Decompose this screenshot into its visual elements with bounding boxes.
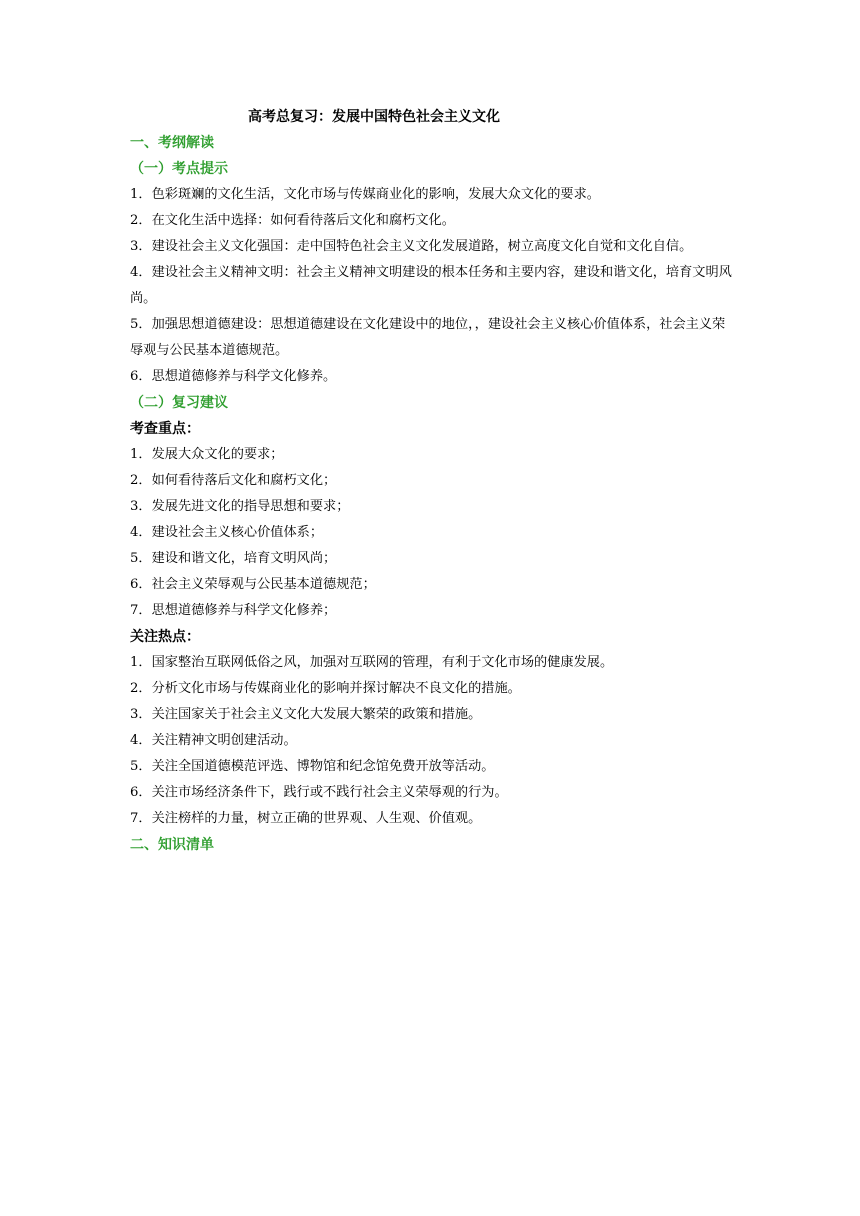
list-item: 2．如何看待落后文化和腐朽文化；: [130, 473, 337, 488]
list-item: 1．发展大众文化的要求；: [130, 447, 284, 462]
list-item: 5．关注全国道德模范评选、博物馆和纪念馆免费开放等活动。: [130, 759, 495, 774]
hot-topics-heading: 关注热点：: [130, 629, 200, 645]
list-item: 6．关注市场经济条件下，践行或不践行社会主义荣辱观的行为。: [130, 785, 508, 800]
subsection-heading-key-points: （一）考点提示: [130, 161, 228, 177]
list-item: 1．国家整治互联网低俗之风，加强对互联网的管理，有利于文化市场的健康发展。: [130, 655, 614, 670]
list-item: 1．色彩斑斓的文化生活，文化市场与传媒商业化的影响，发展大众文化的要求。: [130, 187, 600, 202]
list-item: 5．建设和谐文化，培育文明风尚；: [130, 551, 337, 566]
document-title: 高考总复习：发展中国特色社会主义文化: [248, 109, 500, 125]
list-item: 4．建设社会主义核心价值体系；: [130, 525, 324, 540]
hot-topics-list: [130, 650, 732, 832]
list-item: 3．关注国家关于社会主义文化大发展大繁荣的政策和措施。: [130, 707, 482, 722]
focus-list: [130, 442, 732, 624]
list-item: 4．关注精神文明创建活动。: [130, 733, 297, 748]
list-item: 7．关注榜样的力量，树立正确的世界观、人生观、价值观。: [130, 811, 482, 826]
list-item: 3．建设社会主义文化强国：走中国特色社会主义文化发展道路，树立高度文化自觉和文化自信。: [130, 239, 693, 254]
section-heading-syllabus: 一、考纲解读: [130, 135, 214, 151]
section-heading-knowledge-list: 二、知识清单: [130, 837, 214, 853]
list-item: 3．发展先进文化的指导思想和要求；: [130, 499, 350, 514]
list-item: 2．在文化生活中选择：如何看待落后文化和腐朽文化。: [130, 213, 455, 228]
focus-heading: 考查重点：: [130, 421, 200, 437]
list-item: 6．社会主义荣辱观与公民基本道德规范；: [130, 577, 376, 592]
list-item: 5．加强思想道德建设：思想道德建设在文化建设中的地位，，建设社会主义核心价值体系，社会主义荣辱观与公民基本道德规范。: [130, 317, 726, 358]
list-item: 7．思想道德修养与科学文化修养；: [130, 603, 337, 618]
key-points-list: [130, 182, 732, 390]
list-item: 2．分析文化市场与传媒商业化的影响并探讨解决不良文化的措施。: [130, 681, 521, 696]
list-item: 6．思想道德修养与科学文化修养。: [130, 369, 337, 384]
subsection-heading-review-advice: （二）复习建议: [130, 395, 228, 411]
list-item: 4．建设社会主义精神文明：社会主义精神文明建设的根本任务和主要内容，建设和谐文化，培育文明风尚。: [130, 265, 732, 306]
document-page: [130, 104, 732, 858]
